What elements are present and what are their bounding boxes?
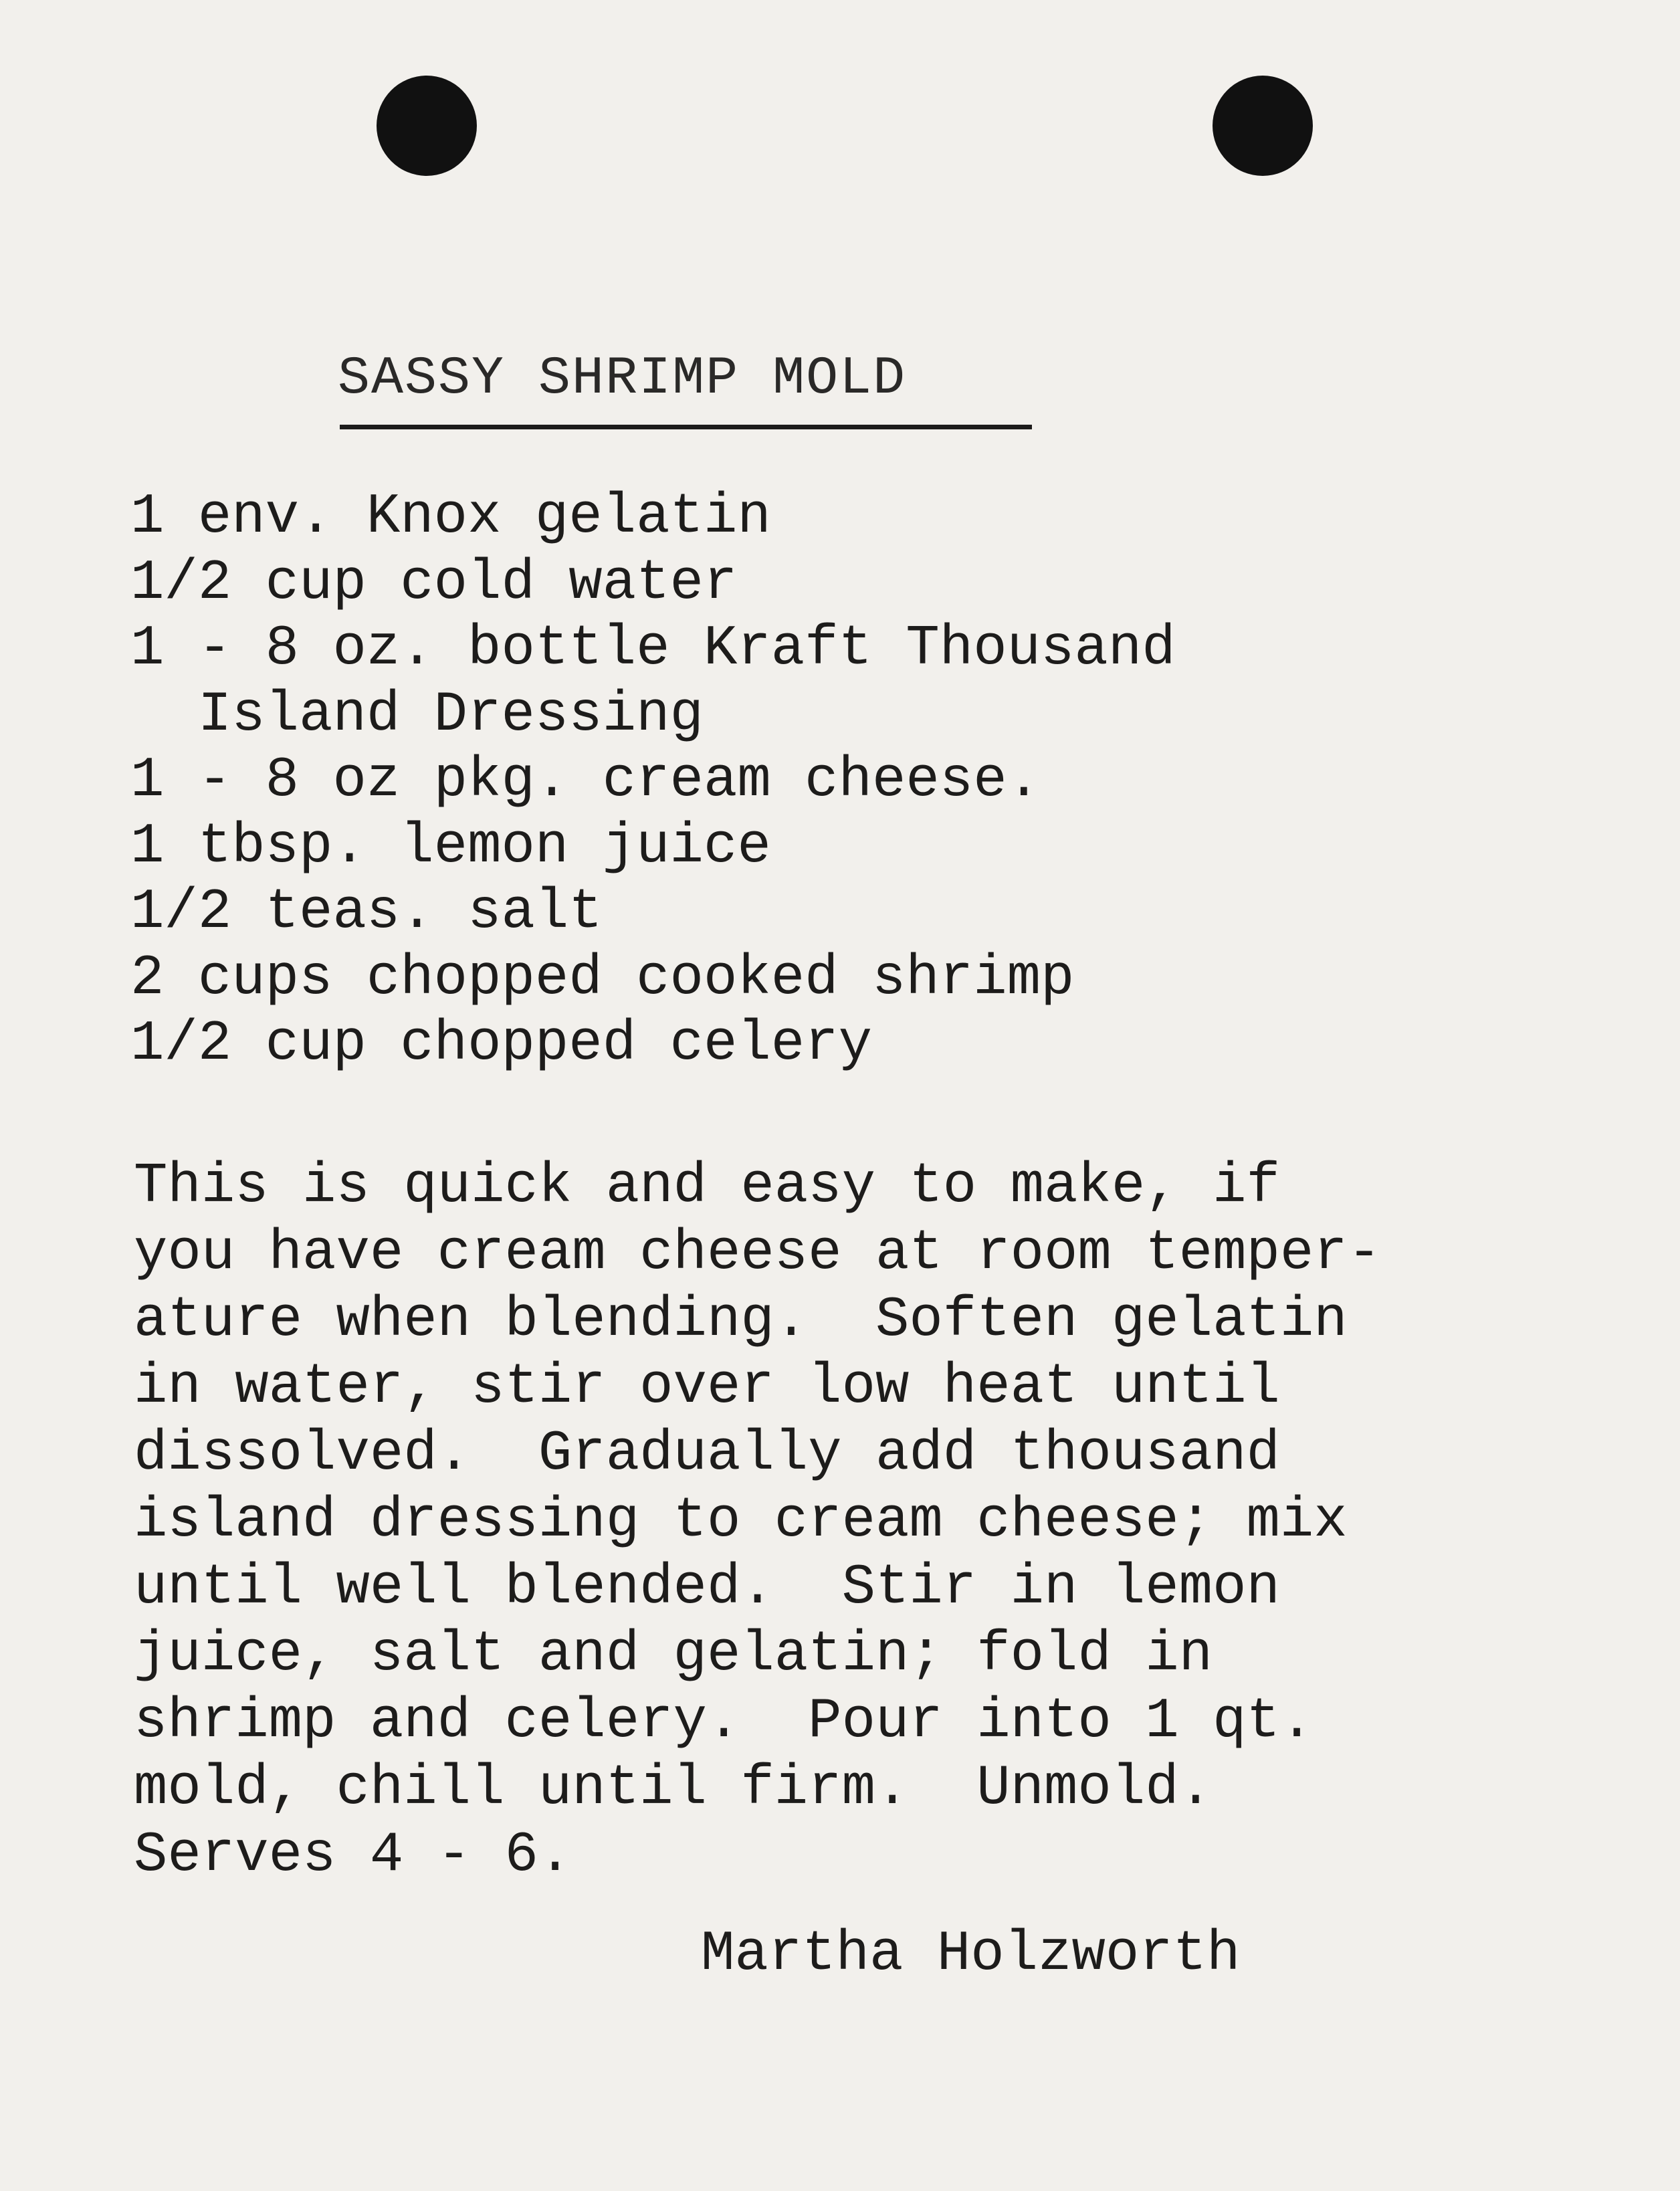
ingredient-line: 1 - 8 oz. bottle Kraft Thousand [130, 617, 1176, 681]
instruction-line: juice, salt and gelatin; fold in [134, 1623, 1213, 1687]
instruction-line: ature when blending. Soften gelatin [134, 1289, 1348, 1352]
instruction-line: dissolved. Gradually add thousand [134, 1423, 1280, 1486]
instruction-line: This is quick and easy to make, if [134, 1155, 1280, 1219]
title-underline [340, 425, 1032, 429]
author-signature: Martha Holzworth [701, 1923, 1241, 1986]
ingredient-list [130, 485, 1176, 1078]
instruction-line: mold, chill until firm. Unmold. [134, 1757, 1213, 1820]
instruction-line: Serves 4 - 6. [134, 1824, 572, 1887]
instructions-paragraph [134, 1154, 1672, 1889]
recipe-title: SASSY SHRIMP MOLD [338, 348, 907, 409]
punch-hole-left [377, 76, 477, 176]
instruction-line: you have cream cheese at room temper- [134, 1222, 1382, 1285]
ingredient-line: 1/2 cup cold water [130, 551, 738, 615]
instruction-line: in water, stir over low heat until [134, 1356, 1280, 1419]
ingredient-line: 1 tbsp. lemon juice [130, 815, 771, 879]
instruction-line: until well blended. Stir in lemon [134, 1556, 1280, 1620]
ingredient-line: 1 env. Knox gelatin [130, 486, 771, 549]
ingredient-line: 1/2 teas. salt [130, 881, 603, 944]
ingredient-line: Island Dressing [130, 683, 704, 747]
ingredient-line: 1/2 cup chopped celery [130, 1013, 872, 1076]
ingredient-line: 1 - 8 oz pkg. cream cheese. [130, 749, 1041, 813]
instruction-line: island dressing to cream cheese; mix [134, 1489, 1348, 1553]
instruction-line: shrimp and celery. Pour into 1 qt. [134, 1690, 1314, 1754]
ingredient-line: 2 cups chopped cooked shrimp [130, 946, 1075, 1011]
punch-hole-right [1213, 76, 1313, 176]
